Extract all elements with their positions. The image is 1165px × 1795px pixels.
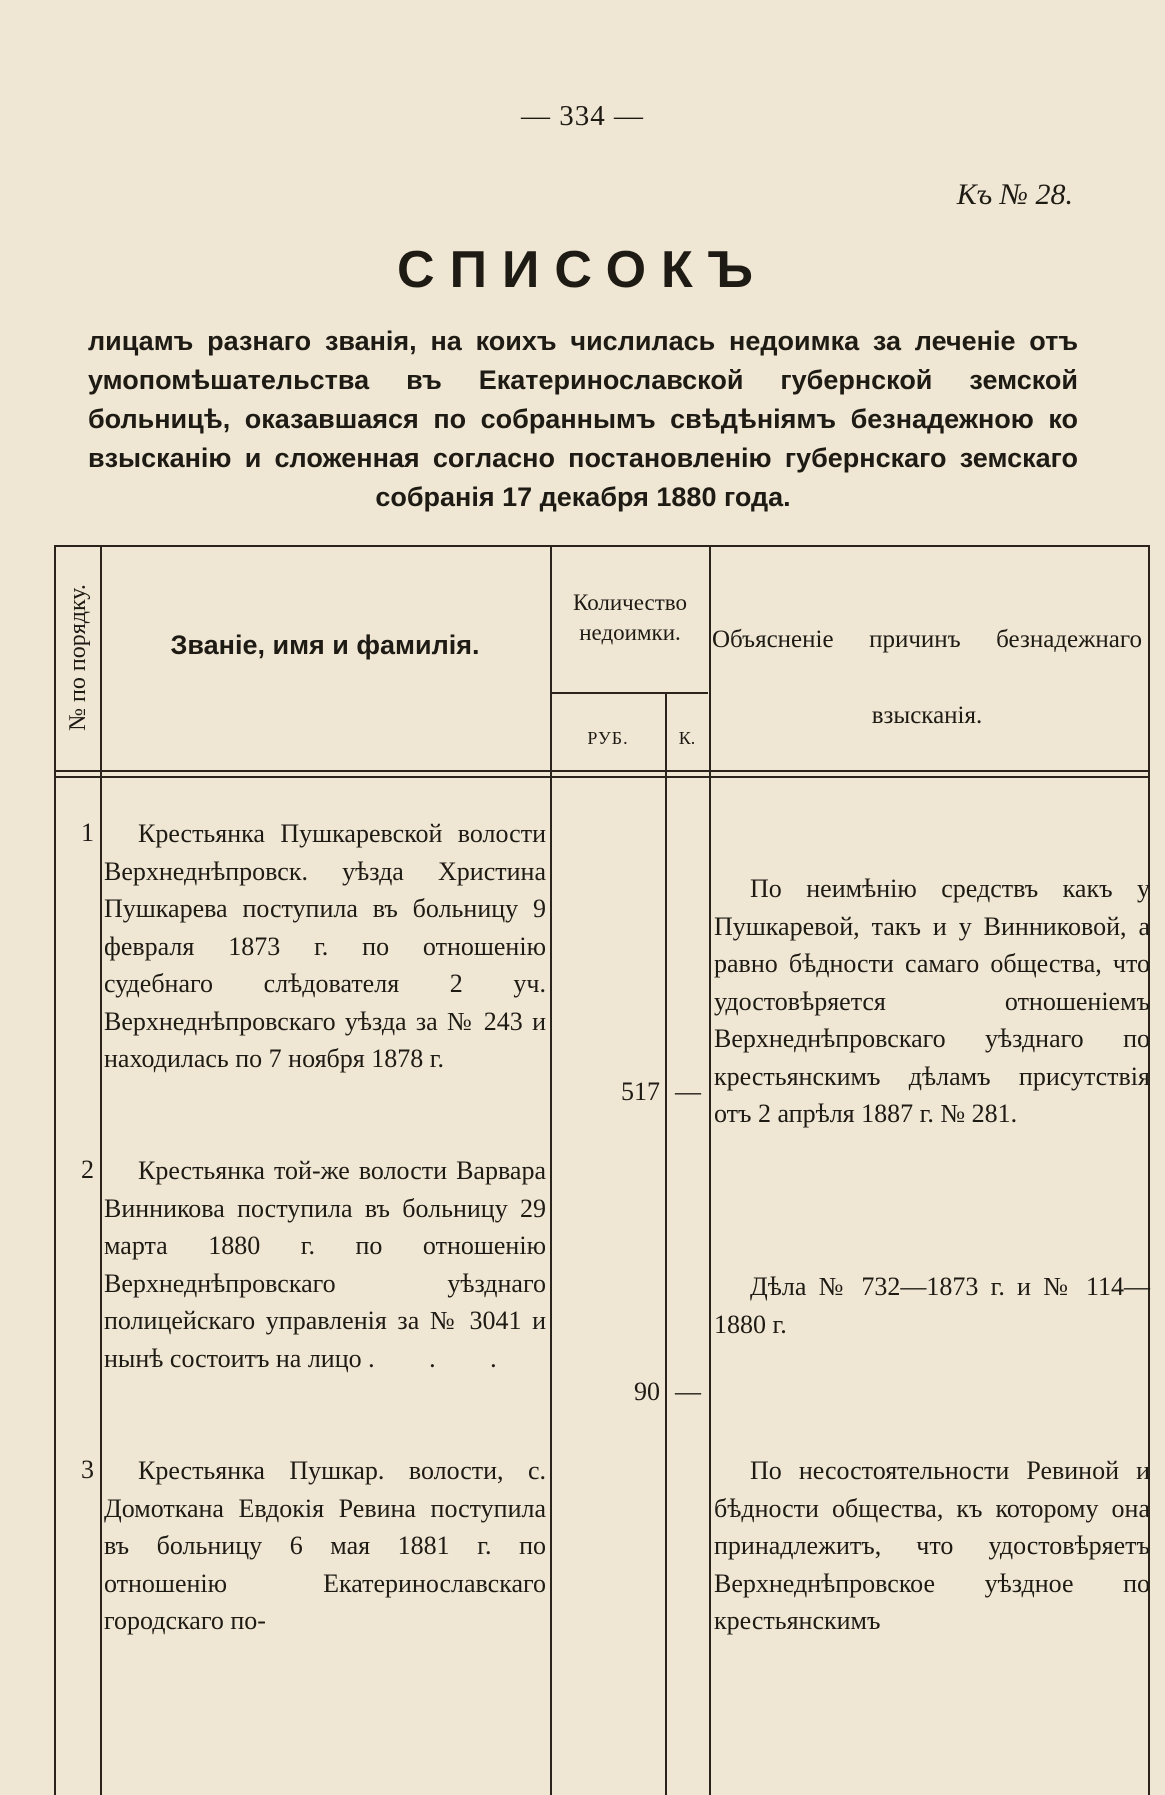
- table-row-name: Крестьянка Пушкар. волости, с. Домоткана Евдокія Ревина поступила въ больницу 6 мая 1881 г. по отношенію Екатеринославскаго городскаго по-: [104, 1456, 546, 1635]
- row-number: 3: [81, 1455, 94, 1484]
- header-rub: РУБ.: [587, 728, 629, 748]
- row-kop: —: [675, 1077, 701, 1106]
- header-kop: К.: [678, 728, 696, 748]
- row-number: 1: [81, 818, 94, 847]
- explanation-text: По неимѣнію средствъ какъ у Пушкаревой, такъ и у Винниковой, а равно бѣдности самаго общества, что удостовѣряется отношеніемъ Верхнеднѣпровскаго уѣзднаго по крестьянскимъ дѣламъ присутствія отъ 2 апрѣля 1887 г. № 281.: [714, 874, 1150, 1128]
- explanation-text: Дѣла № 732—1873 г. и № 114—1880 г.: [714, 1272, 1150, 1339]
- row-rub: 517: [621, 1077, 660, 1106]
- header-bottom-rule-2: [54, 776, 1150, 778]
- quantity-divider: [552, 692, 708, 694]
- header-quantity: Количество недоимки.: [573, 590, 687, 645]
- table-row-name: Крестьянка Пушкаревской волости Верхнеднѣпровск. уѣзда Христина Пушкарева поступила въ больницу 9 февраля 1873 г. по отношенію судебнаго слѣдователя 2 уч. Верхнеднѣпровскаго уѣзда за № 243 и находилась по 7 ноября 1878 г.: [104, 819, 546, 1073]
- header-name: Званіе, имя и фамилія.: [170, 630, 480, 660]
- document-title: СПИСОКЪ: [397, 241, 768, 299]
- explanation-text: По несостоятельности Ревиной и бѣдности общества, къ которому она принадлежитъ, что удостовѣряетъ Верхнеднѣпровское уѣздное по крестьянскимъ: [714, 1456, 1150, 1635]
- document-subtitle: лицамъ разнаго званія, на коихъ числилась недоимка за леченіе отъ умопомѣшательства въ Екатеринославской губернской земской больницѣ, оказавшаяся по собраннымъ свѣдѣніямъ безнадежною ко взысканію и сложенная согласно постановленію губернскаго земскаго собранія 17 декабря 1880 года.: [88, 326, 1078, 512]
- header-bottom-rule: [54, 770, 1150, 772]
- table-row-name: Крестьянка той-же волости Варвара Винникова поступила въ больницу 29 марта 1880 г. по отношенію Верхнеднѣпровскаго уѣзднаго полицейскаго управленія за № 3041 и нынѣ состоитъ на лицо . . .: [104, 1156, 546, 1373]
- col-line-kop: [665, 692, 667, 1795]
- page-number: — 334 —: [521, 100, 644, 132]
- header-number: № по порядку.: [64, 584, 91, 731]
- header-explanation: Объясненіе причинъ безнадежнаго взысканія.: [712, 626, 1142, 729]
- reference-number: Къ № 28.: [956, 178, 1073, 211]
- row-kop: —: [675, 1377, 701, 1406]
- row-rub: 90: [634, 1377, 660, 1406]
- col-line-num: [100, 545, 102, 1795]
- row-number: 2: [81, 1155, 94, 1184]
- table-top-rule: [54, 545, 1150, 547]
- col-line-qty: [709, 545, 711, 1795]
